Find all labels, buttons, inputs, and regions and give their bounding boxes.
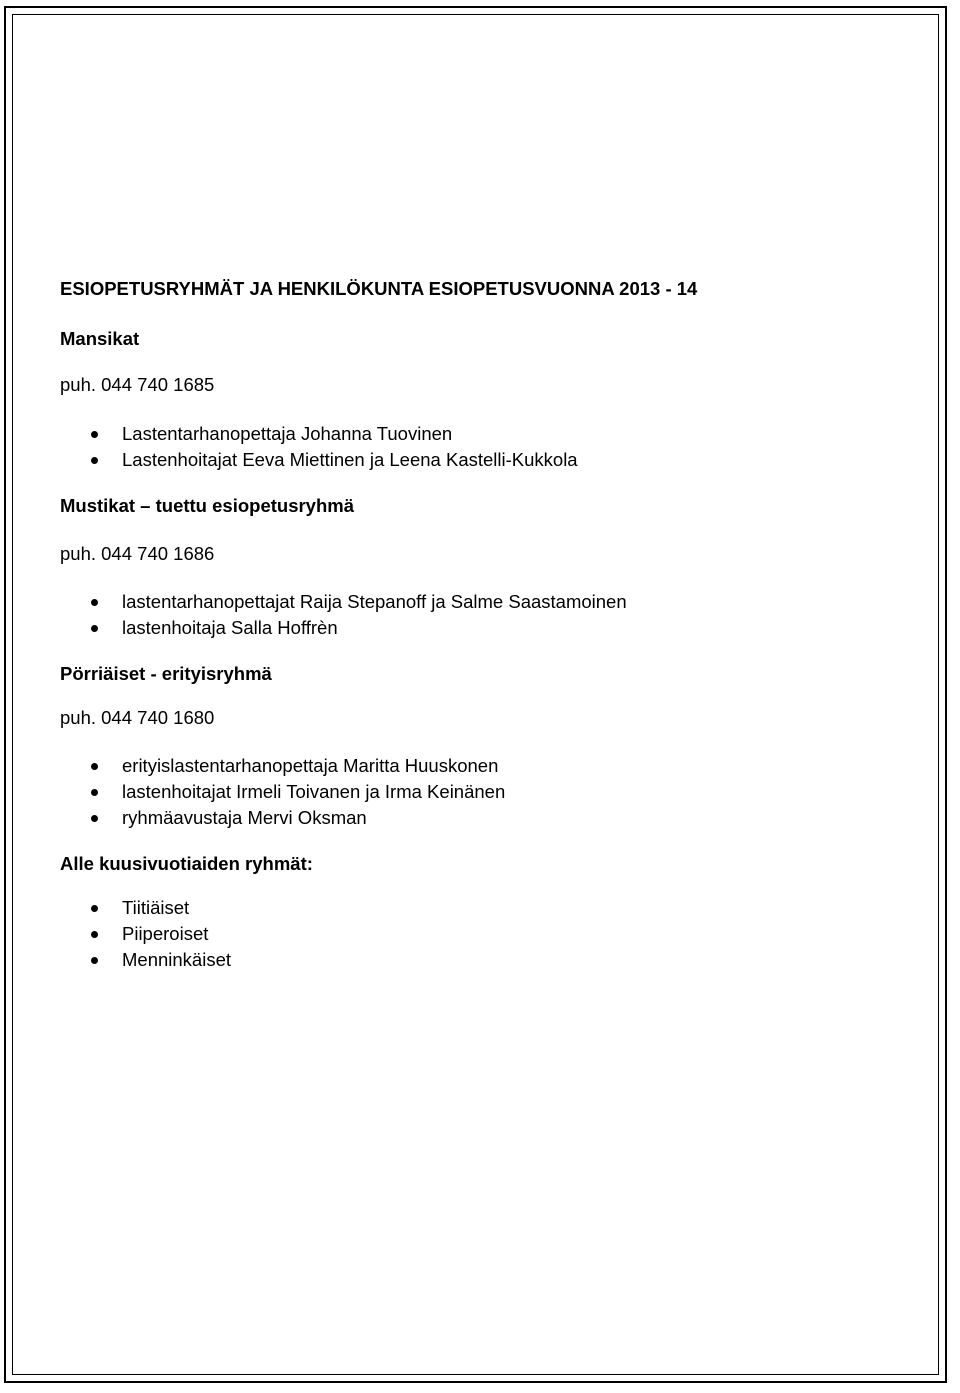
list-item [60,947,920,973]
group-label: Piiperoiset [122,923,209,944]
bullet-icon [91,789,98,796]
group-mansikat [60,326,920,473]
staff-list [60,589,920,641]
list-item [60,921,920,947]
document-title: ESIOPETUSRYHMÄT JA HENKILÖKUNTA ESIOPETUSVUONNA 2013 - 14 [60,278,698,299]
group-name: Mustikat – tuettu esiopetusryhmä [60,495,355,516]
group-mustikat [60,493,920,641]
bullet-icon [91,431,98,438]
list-item [60,447,920,473]
group-phone: puh. 044 740 1686 [60,543,215,564]
staff-member: lastenhoitaja Salla Hoffrèn [122,617,338,638]
staff-member: lastenhoitajat Irmeli Toivanen ja Irma Keinänen [122,781,506,802]
section-heading: Alle kuusivuotiaiden ryhmät: [60,853,313,874]
bullet-icon [91,457,98,464]
staff-list [60,753,920,831]
group-name: Mansikat [60,328,140,349]
under-six-groups [60,851,920,973]
bullet-icon [91,763,98,770]
list-item [60,753,920,779]
list-item [60,589,920,615]
bullet-icon [91,599,98,606]
group-label: Tiitiäiset [122,897,190,918]
group-phone: puh. 044 740 1680 [60,707,215,728]
list-item [60,779,920,805]
bullet-icon [91,815,98,822]
group-porriaiset [60,661,920,831]
staff-member: Lastenhoitajat Eeva Miettinen ja Leena Kastelli-Kukkola [122,449,578,470]
list-item [60,421,920,447]
group-label: Menninkäiset [122,949,232,970]
staff-list [60,421,920,473]
staff-member: erityislastentarhanopettaja Maritta Huuskonen [122,755,499,776]
staff-member: ryhmäavustaja Mervi Oksman [122,807,367,828]
bullet-icon [91,905,98,912]
group-name: Pörriäiset - erityisryhmä [60,663,272,684]
list-item [60,895,920,921]
bullet-icon [91,931,98,938]
list-item [60,615,920,641]
staff-member: Lastentarhanopettaja Johanna Tuovinen [122,423,453,444]
document-body [60,276,920,993]
bullet-icon [91,957,98,964]
group-phone: puh. 044 740 1685 [60,374,215,395]
list-item [60,805,920,831]
staff-member: lastentarhanopettajat Raija Stepanoff ja Salme Saastamoinen [122,591,627,612]
group-list [60,895,920,973]
bullet-icon [91,625,98,632]
